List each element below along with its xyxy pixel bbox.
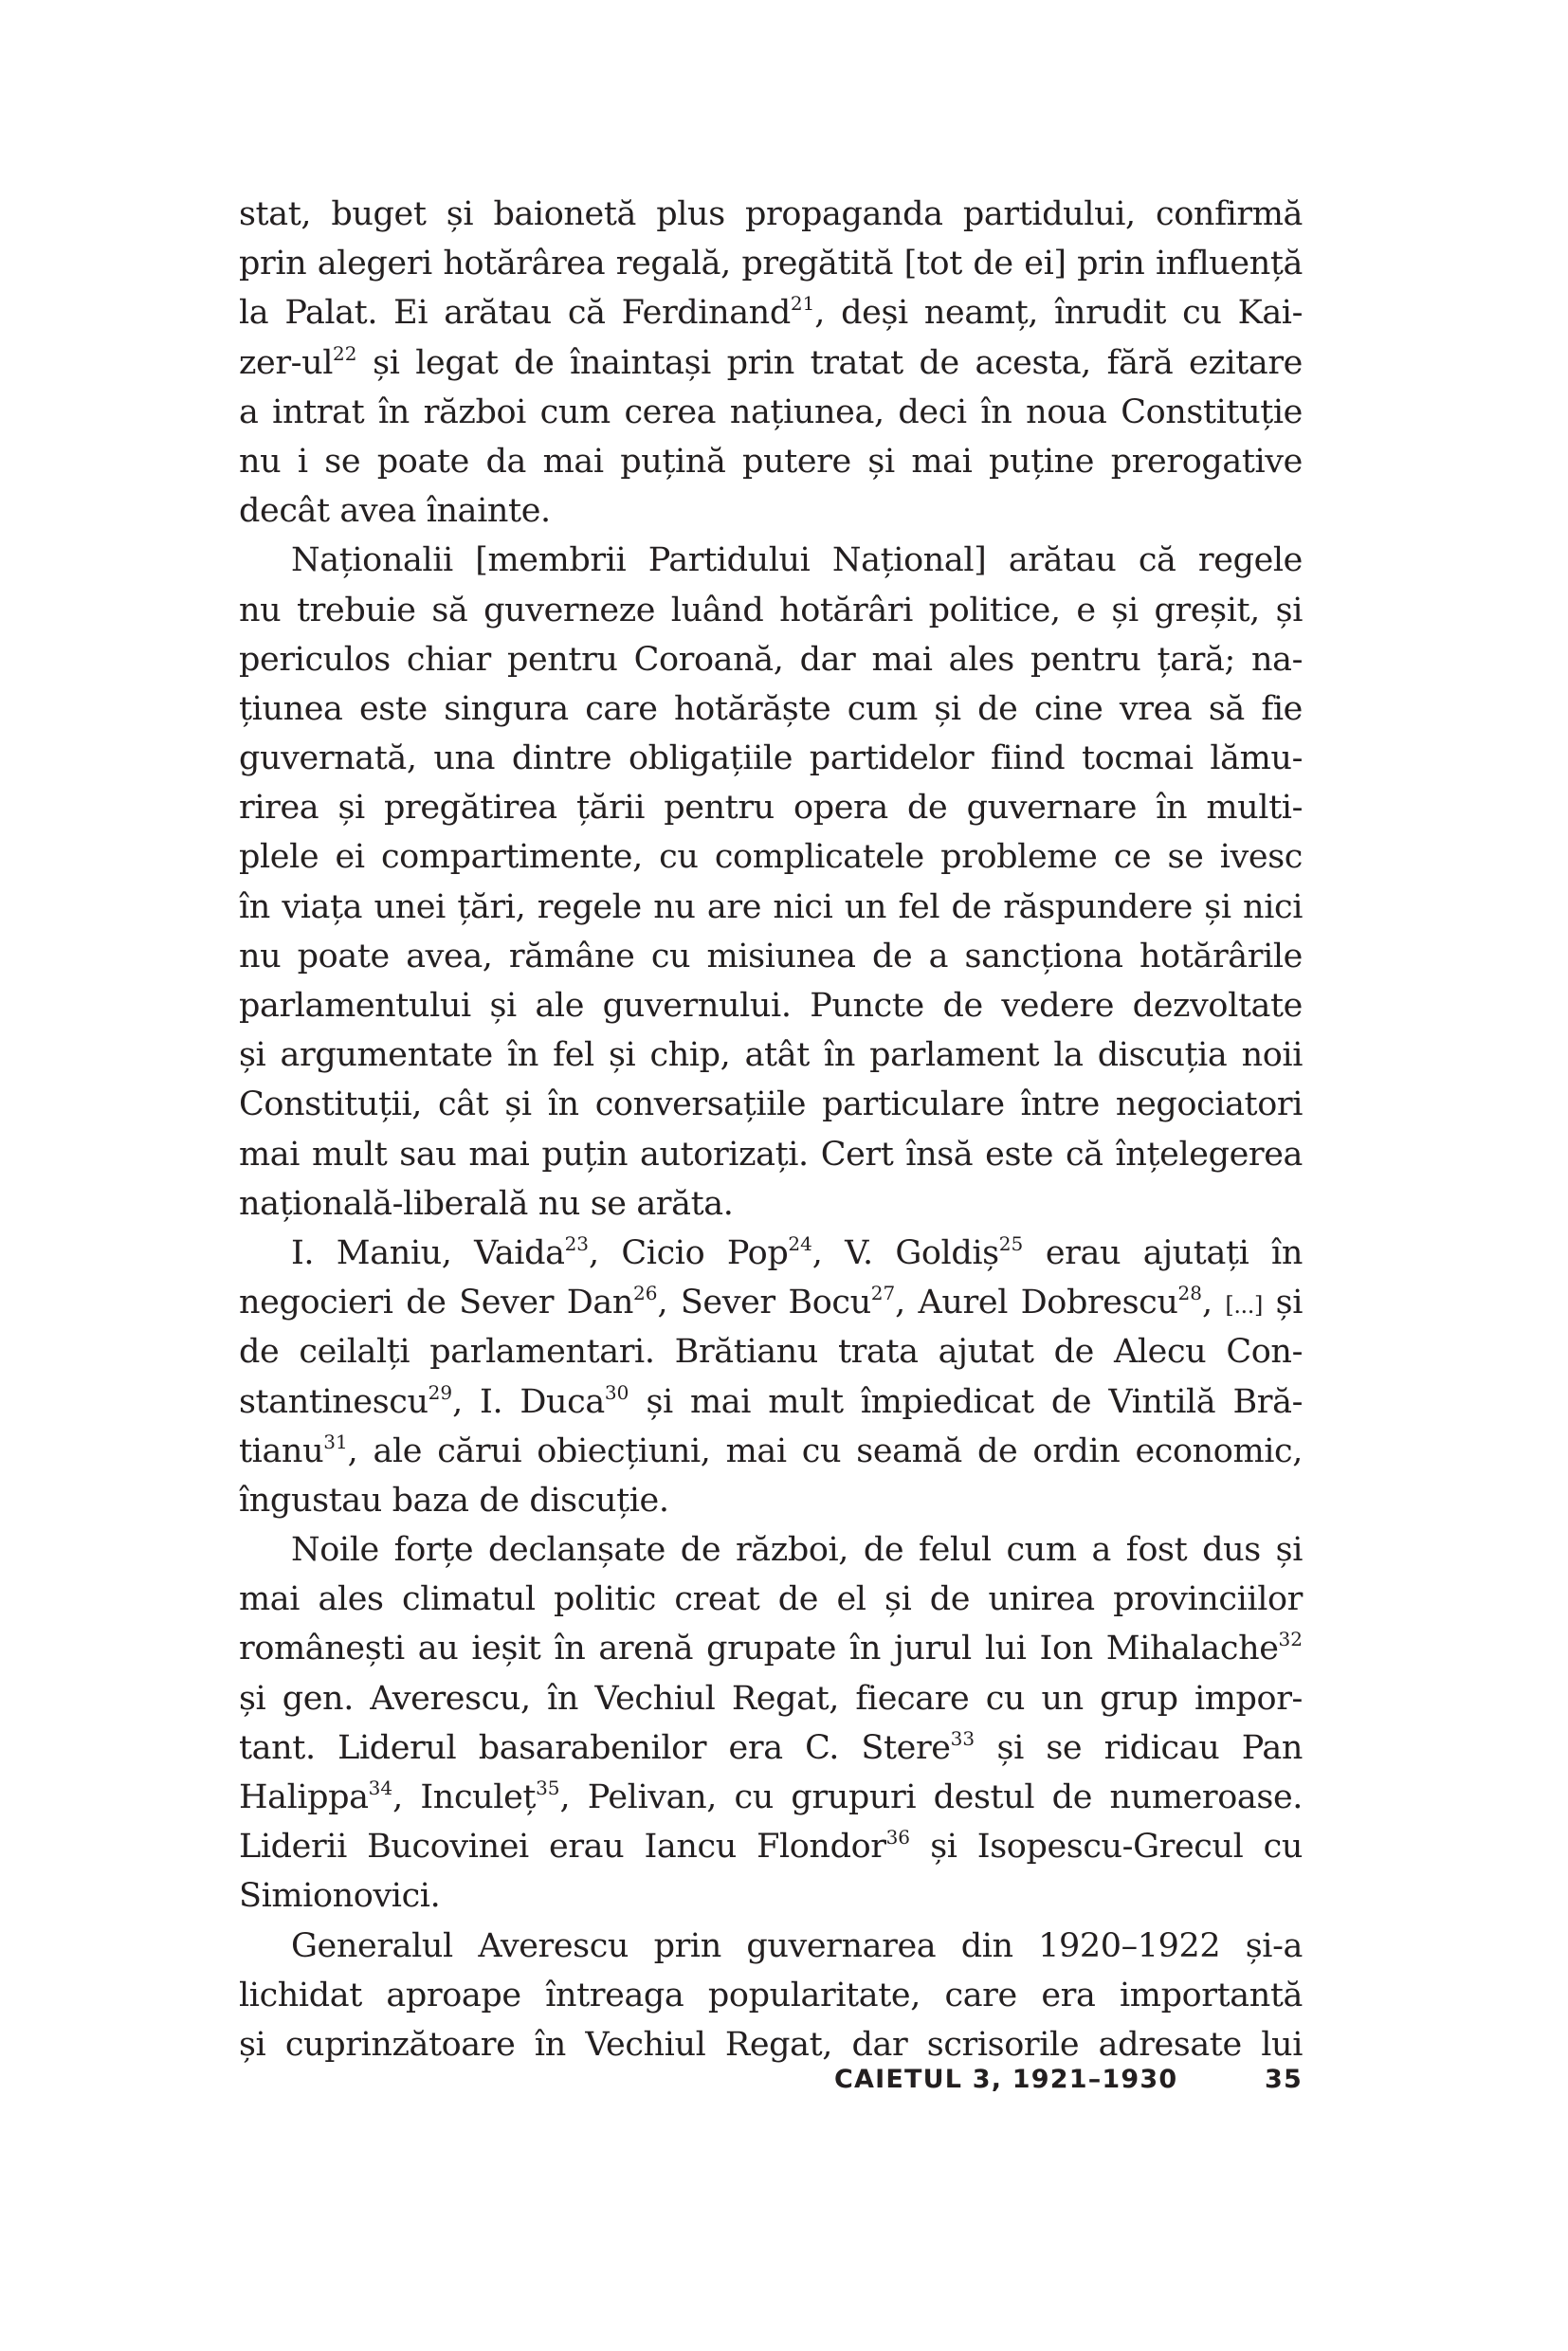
text-line: națională-liberală nu se arăta. xyxy=(239,1184,734,1223)
text-line: mai mult sau mai puțin autorizați. Cert însă este că înțelegerea xyxy=(239,1135,1303,1174)
footnote-ref-25[interactable]: 25 xyxy=(998,1231,1024,1255)
running-head: CAIETUL 3, 1921–1930 xyxy=(834,2065,1178,2094)
text-line: românești au ieșit în arenă grupate în jurul lui Ion Mihalache$^{32}$ xyxy=(239,1628,1303,1668)
footnote-ref-28[interactable]: 28 xyxy=(1177,1282,1202,1305)
footnote-ref-35[interactable]: 35 xyxy=(536,1777,560,1799)
footnote-ref-34[interactable]: 34 xyxy=(368,1777,393,1799)
text-line: nu poate avea, rămâne cu misiunea de a sancționa hotărârile xyxy=(239,937,1303,975)
text-line: și argumentate în fel și chip, atât în parlament la discuția noii xyxy=(239,1036,1303,1075)
text-line: periculos chiar pentru Coroană, dar mai ales pentru țară; na- xyxy=(239,640,1303,679)
text-line: țiunea este singura care hotărăște cum și de cine vrea să fie xyxy=(239,689,1303,728)
text-line: rirea și pregătirea țării pentru opera de guvernare în multi- xyxy=(239,789,1303,828)
text-line: stantinescu$^{29}$, I. Duca$^{30}$ și mai mult împiedicat de Vintilă Bră- xyxy=(239,1380,1303,1421)
text-line: stat, buget și baionetă plus propaganda partidului, confirmă xyxy=(239,195,1303,233)
text-line: de ceilalți parlamentari. Brătianu trata ajutat de Alecu Con- xyxy=(239,1333,1303,1372)
footnote-ref-36[interactable]: 36 xyxy=(885,1826,911,1850)
text-line: și cuprinzătoare în Vechiul Regat, dar scrisorile adresate lui xyxy=(239,2025,1303,2064)
text-line: în viața unei țări, regele nu are nici un fel de răspundere și nici xyxy=(239,887,1303,926)
text-line: Noile forțe declanșate de război, de felul cum a fost dus și xyxy=(291,1531,1303,1570)
footnote-ref-30[interactable]: 30 xyxy=(604,1380,629,1404)
text-line: la Palat. Ei arătau că Ferdinand$^{21}$, deși neamț, înrudit cu Kai- xyxy=(239,292,1304,333)
text-line: parlamentului și ale guvernului. Puncte de vedere dezvoltate xyxy=(239,987,1303,1025)
text-line: Liderii Bucovinei erau Iancu Flondor$^{36}$ și Isopescu-Grecul cu xyxy=(239,1826,1303,1867)
paragraph-3 xyxy=(239,1229,1303,1525)
text-line: plele ei compartimente, cu complicatele probleme ce se ivesc xyxy=(239,838,1303,877)
text-line: și gen. Averescu, în Vechiul Regat, fiecare cu un grup impor- xyxy=(239,1679,1303,1718)
footnote-ref-23[interactable]: 23 xyxy=(564,1231,590,1255)
text-line: Halippa$^{34}$, Inculeț$^{35}$, Pelivan, cu grupuri destul de numeroase. xyxy=(239,1777,1303,1816)
footnote-ref-21[interactable]: 21 xyxy=(790,292,815,316)
text-line: îngustau baza de discuție. xyxy=(239,1481,669,1520)
footnote-ref-29[interactable]: 29 xyxy=(428,1380,453,1404)
paragraph-1 xyxy=(239,190,1303,536)
footnote-ref-27[interactable]: 27 xyxy=(870,1282,896,1305)
text-line: Generalul Averescu prin guvernarea din 1920–1922 și-a xyxy=(291,1926,1303,1965)
text-line: negocieri de Sever Dan$^{26}$, Sever Bocu$^{27}$, Aurel Dobrescu$^{28}$, [...] și xyxy=(239,1282,1303,1322)
text-line: guvernată, una dintre obligațiile partidelor fiind tocmai lămu- xyxy=(239,739,1303,778)
text-line: Constituții, cât și în conversațiile particulare între negociatori xyxy=(239,1085,1303,1124)
text-line: prin alegeri hotărârea regală, pregătită [tot de ei] prin influență xyxy=(239,245,1303,283)
text-line: Naționalii [membrii Partidului Național] arătau că regele xyxy=(291,541,1303,580)
text-line: mai ales climatul politic creat de el și de unirea provinciilor xyxy=(239,1580,1303,1619)
text-line: a intrat în război cum cerea națiunea, deci în noua Constituție xyxy=(239,392,1303,431)
text-line: I. Maniu, Vaida$^{23}$, Cicio Pop$^{24}$, V. Goldiș$^{25}$ erau ajutați în xyxy=(291,1231,1303,1272)
paragraph-2 xyxy=(239,536,1303,1229)
page-number: 35 xyxy=(1265,2065,1303,2094)
text-line: Simionovici. xyxy=(239,1877,441,1916)
footnote-ref-22[interactable]: 22 xyxy=(333,341,357,365)
text-line: decât avea înainte. xyxy=(239,492,551,531)
omission-marker: [...] xyxy=(1225,1292,1263,1320)
text-line: zer-$ul^{22}$ și legat de înaintași prin tratat de acesta, fără ezitare xyxy=(239,341,1303,382)
text-line: lichidat aproape întreaga popularitate, care era importantă xyxy=(239,1976,1303,2014)
footnote-ref-26[interactable]: 26 xyxy=(633,1282,658,1305)
paragraph-4 xyxy=(239,1525,1303,1922)
paragraph-5 xyxy=(239,1922,1303,2070)
page-footer xyxy=(834,2065,1303,2103)
footnote-ref-24[interactable]: 24 xyxy=(788,1231,812,1255)
text-line: nu trebuie să guverneze luând hotărâri politice, e și greșit, și xyxy=(239,591,1303,629)
footnote-ref-33[interactable]: 33 xyxy=(950,1726,975,1750)
footnote-ref-32[interactable]: 32 xyxy=(1278,1628,1303,1651)
text-line: tant. Liderul basarabenilor era C. Stere$^{33}$ și se ridicau Pan xyxy=(239,1726,1303,1767)
text-line: tianu$^{31}$, ale cărui obiecțiuni, mai cu seamă de ordin economic, xyxy=(239,1430,1303,1470)
footnote-ref-31[interactable]: 31 xyxy=(323,1430,348,1453)
text-line: nu i se poate da mai puțină putere și mai puține prerogative xyxy=(239,442,1303,481)
page-body xyxy=(239,190,1303,2069)
